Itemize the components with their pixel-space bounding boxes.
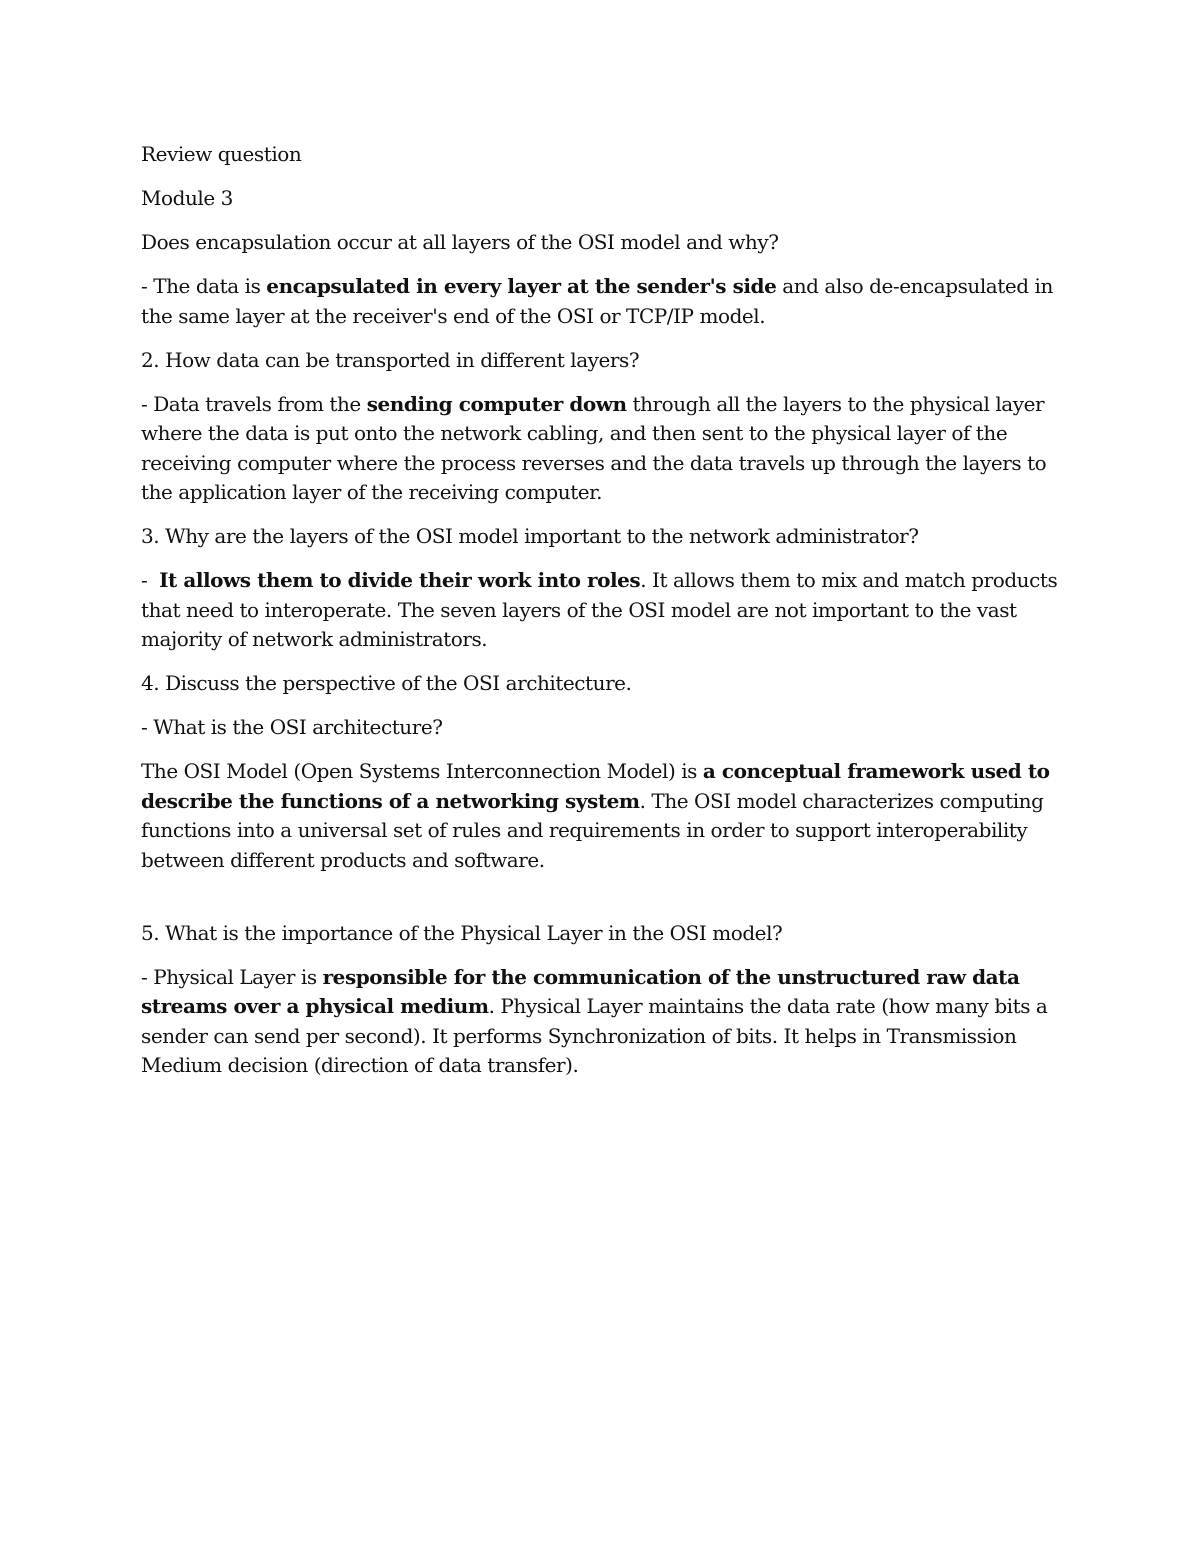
answer-5 — [141, 963, 1066, 1081]
question-4: 4. Discuss the perspective of the OSI architecture. — [141, 671, 632, 695]
question-5: 5. What is the importance of the Physical Layer in the OSI model? — [141, 920, 783, 945]
answer-3-text: . It allows them to mix and match products that need to interoperate. The seven layers of the OSI model are not important to the vast majority of network administrators. — [141, 568, 1058, 651]
answer-2 — [141, 390, 1066, 508]
answer-1-prefix: - The data is — [141, 274, 267, 298]
answer-1-emphasis: encapsulated in every layer at the sender's side — [266, 274, 777, 298]
answer-1 — [141, 272, 1066, 331]
question-3: 3. Why are the layers of the OSI model important to the network administrator? — [141, 524, 919, 548]
answer-3 — [141, 566, 1066, 655]
blank-line — [141, 890, 1066, 919]
document-title: Review question — [141, 142, 302, 166]
answer-5-prefix: - Physical Layer is — [141, 964, 323, 989]
answer-4-text: . The OSI model characterizes computing functions into a universal set of rules and requirements in order to support interoperability between different products and software. — [141, 788, 1044, 872]
answer-5-emphasis: responsible for the communication of the unstructured raw data streams over a physical medium — [141, 964, 1020, 1018]
answer-2-emphasis: sending computer down — [366, 391, 627, 416]
answer-2-prefix: - Data travels from the — [141, 391, 367, 416]
answer-1-text: and also de-encapsulated in the same layer at the receiver's end of the OSI or TCP/IP model. — [141, 274, 1053, 328]
document-page — [141, 140, 1066, 1095]
answer-4-prefix: The OSI Model (Open Systems Interconnection Model) is — [141, 759, 703, 783]
answer-4 — [141, 757, 1066, 875]
sub-question-4: - What is the OSI architecture? — [141, 715, 443, 739]
question-2: 2. How data can be transported in different layers? — [141, 347, 640, 372]
question-1: Does encapsulation occur at all layers of the OSI model and why? — [141, 230, 779, 254]
answer-4-emphasis: a conceptual framework used to describe the functions of a networking system — [141, 759, 1050, 813]
answer-2-text: through all the layers to the physical layer where the data is put onto the network cabling, and then sent to the physical layer of the receiving computer where the process reverses and the data travels up through the layers to the application layer of the receiving computer. — [141, 391, 1047, 504]
answer-3-emphasis: It allows them to divide their work into roles — [159, 568, 641, 592]
module-heading: Module 3 — [141, 186, 233, 210]
answer-5-text: . Physical Layer maintains the data rate (how many bits a sender can send per second). It performs Synchronization of bits. It helps in Transmission Medium decision (direction of data transfer). — [141, 994, 1048, 1077]
answer-3-prefix: - — [141, 568, 160, 592]
